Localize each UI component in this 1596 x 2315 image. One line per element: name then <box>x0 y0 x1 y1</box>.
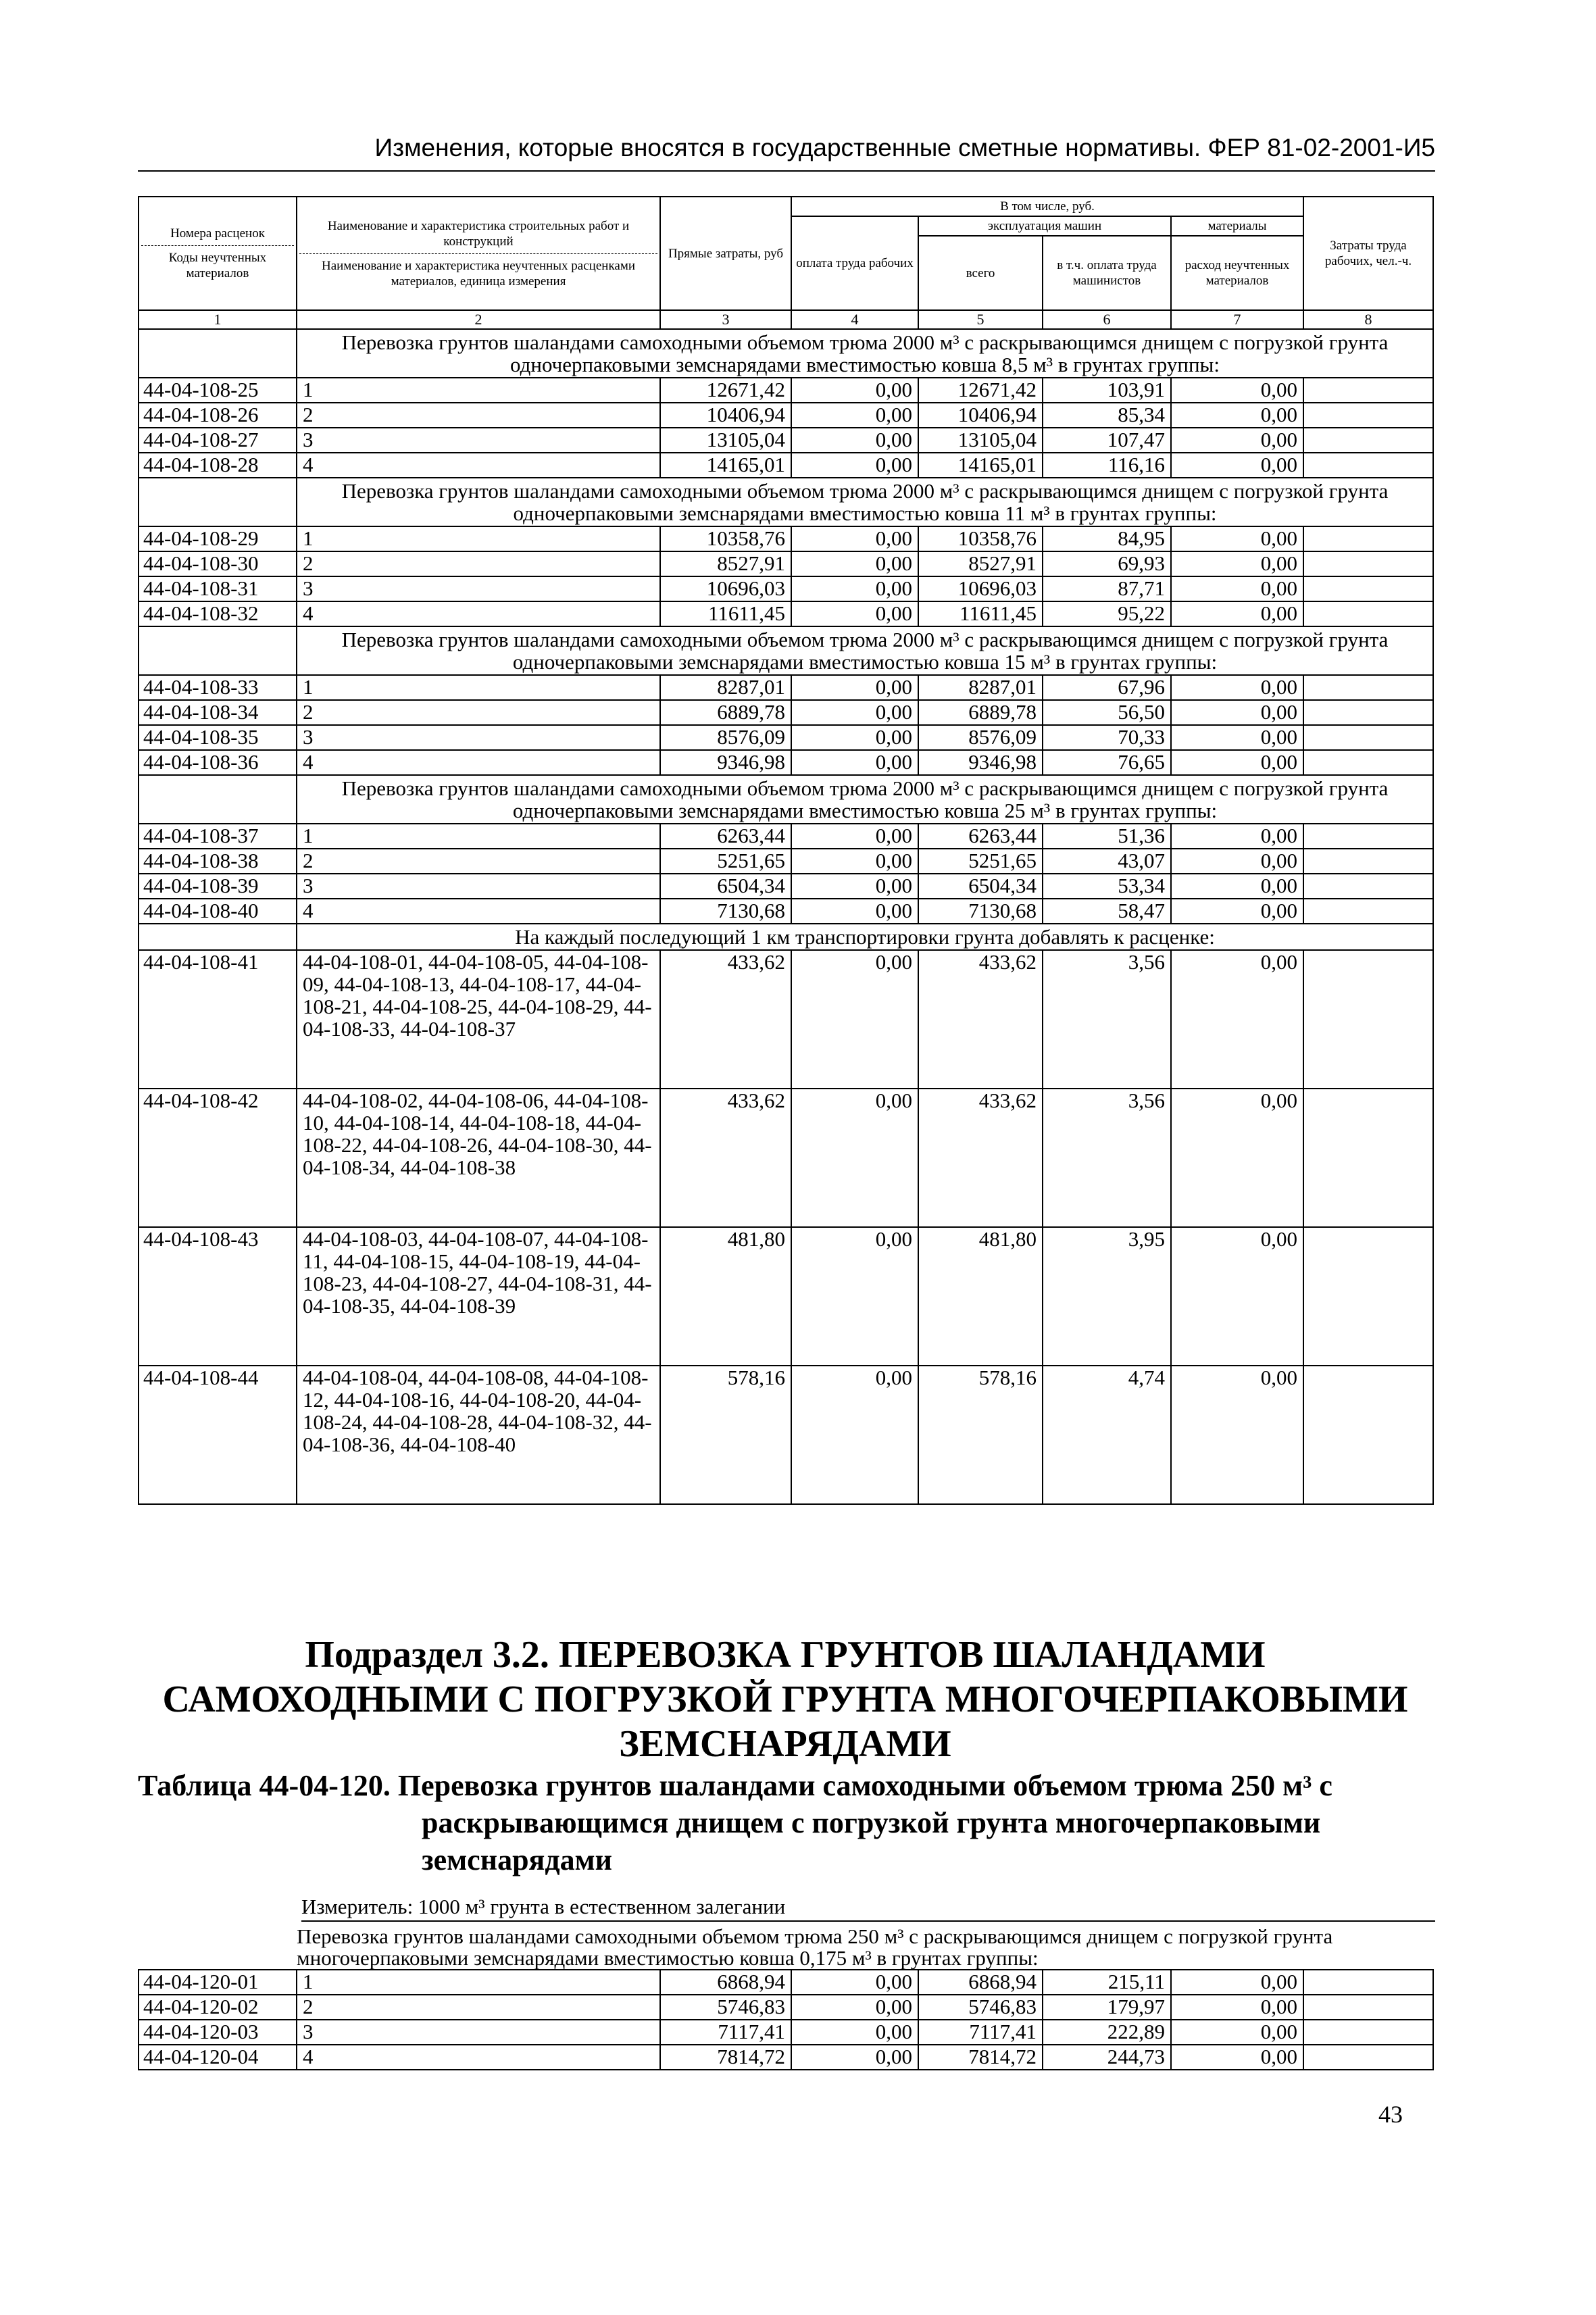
rate-name: 4 <box>297 750 660 775</box>
labor-pay: 0,00 <box>791 725 918 750</box>
machinists-pay: 4,74 <box>1043 1366 1171 1504</box>
table-row <box>139 1970 1433 1995</box>
table-row <box>139 675 1433 700</box>
measure-rule <box>301 1920 1435 1922</box>
machinists-pay: 70,33 <box>1043 725 1171 750</box>
machines-header: эксплуатация машин <box>918 216 1171 236</box>
table-row <box>139 453 1433 478</box>
machinists-pay: 3,56 <box>1043 950 1171 1089</box>
labor-costs <box>1303 849 1433 874</box>
labor-costs <box>1303 1970 1433 1995</box>
direct-costs: 433,62 <box>660 1089 791 1227</box>
rates-table-2 <box>138 1924 1434 2070</box>
machinists-pay: 56,50 <box>1043 700 1171 725</box>
rate-name: 1 <box>297 675 660 700</box>
direct-costs: 7814,72 <box>660 2045 791 2070</box>
direct-costs: 6889,78 <box>660 700 791 725</box>
labor-costs <box>1303 1227 1433 1366</box>
rate-name: 2 <box>297 403 660 428</box>
group-title: Перевозка грунтов шаландами самоходными объемом трюма 2000 м³ с раскрывающимся днищем с погрузкой грунта одночерпаковыми земснарядами вместимостью ковша 8,5 м³ в грунтах группы: <box>297 329 1433 378</box>
machines-total: 578,16 <box>918 1366 1043 1504</box>
materials-value: 0,00 <box>1171 1089 1303 1227</box>
direct-costs: 10358,76 <box>660 526 791 551</box>
column-number: 5 <box>918 310 1043 329</box>
col-labor-pay-header: оплата труда рабочих <box>791 216 918 310</box>
section-title: Подраздел 3.2. ПЕРЕВОЗКА ГРУНТОВ ШАЛАНДАМИ САМОХОДНЫМИ С ПОГРУЗКОЙ ГРУНТА МНОГОЧЕРПАКОВЫМИ ЗЕМСНАРЯДАМИ <box>162 1634 1408 1765</box>
table-row <box>139 700 1433 725</box>
labor-pay: 0,00 <box>791 950 918 1089</box>
machinists-pay: 3,95 <box>1043 1227 1171 1366</box>
group-title: На каждый последующий 1 км транспортировки грунта добавлять к расценке: <box>297 924 1433 950</box>
rate-name: 4 <box>297 453 660 478</box>
labor-pay: 0,00 <box>791 700 918 725</box>
rate-name: 3 <box>297 576 660 601</box>
rate-code: 44-04-108-29 <box>139 526 297 551</box>
materials-value: 0,00 <box>1171 551 1303 576</box>
direct-costs: 13105,04 <box>660 428 791 453</box>
direct-costs: 6263,44 <box>660 824 791 849</box>
col-labor-costs-header: Затраты труда рабочих, чел.-ч. <box>1303 197 1433 310</box>
materials-value: 0,00 <box>1171 1227 1303 1366</box>
machinists-pay: 67,96 <box>1043 675 1171 700</box>
rate-name: 2 <box>297 551 660 576</box>
labor-pay: 0,00 <box>791 1227 918 1366</box>
machines-total: 13105,04 <box>918 428 1043 453</box>
group-title-row <box>139 924 1433 950</box>
table-row <box>139 551 1433 576</box>
rate-code: 44-04-108-26 <box>139 403 297 428</box>
direct-costs: 6868,94 <box>660 1970 791 1995</box>
machines-total: 8527,91 <box>918 551 1043 576</box>
table-row <box>139 950 1433 1089</box>
direct-costs: 7117,41 <box>660 2020 791 2045</box>
col1-bottom-label: Коды неучтенных материалов <box>168 251 267 280</box>
labor-costs <box>1303 428 1433 453</box>
group-title-spacer <box>139 626 297 675</box>
rate-code: 44-04-108-25 <box>139 378 297 403</box>
labor-pay: 0,00 <box>791 1366 918 1504</box>
materials-value: 0,00 <box>1171 526 1303 551</box>
col-rate-number-header <box>139 197 297 310</box>
col-machinists-pay-header: в т.ч. оплата труда машинистов <box>1043 236 1171 310</box>
table-caption-line: Таблица 44-04-120. Перевозка грунтов шаландами самоходными объемом трюма 250 м³ с <box>138 1769 1332 1802</box>
labor-pay: 0,00 <box>791 750 918 775</box>
machinists-pay: 179,97 <box>1043 1995 1171 2020</box>
rate-name: 44-04-108-03, 44-04-108-07, 44-04-108-11, 44-04-108-15, 44-04-108-19, 44-04-108-23, 44-04-108-27, 44-04-108-31, 44-04-108-35, 44-04-108-39 <box>297 1227 660 1366</box>
group-title-row <box>139 775 1433 824</box>
machines-total: 10696,03 <box>918 576 1043 601</box>
table-row <box>139 601 1433 626</box>
rate-code: 44-04-108-31 <box>139 576 297 601</box>
labor-pay: 0,00 <box>791 1970 918 1995</box>
group-title: Перевозка грунтов шаландами самоходными объемом трюма 2000 м³ с раскрывающимся днищем с погрузкой грунта одночерпаковыми земснарядами вместимостью ковша 11 м³ в грунтах группы: <box>297 478 1433 526</box>
machines-total: 6263,44 <box>918 824 1043 849</box>
rate-code: 44-04-120-01 <box>139 1970 297 1995</box>
col-machines-total-header: всего <box>918 236 1043 310</box>
machinists-pay: 244,73 <box>1043 2045 1171 2070</box>
table-row <box>139 874 1433 899</box>
machines-total: 12671,42 <box>918 378 1043 403</box>
machinists-pay: 76,65 <box>1043 750 1171 775</box>
labor-pay: 0,00 <box>791 849 918 874</box>
labor-costs <box>1303 700 1433 725</box>
table-caption-line: раскрывающимся днищем с погрузкой грунта многочерпаковыми <box>422 1806 1321 1839</box>
rate-name: 3 <box>297 2020 660 2045</box>
machines-total: 11611,45 <box>918 601 1043 626</box>
rate-code: 44-04-108-36 <box>139 750 297 775</box>
materials-value: 0,00 <box>1171 453 1303 478</box>
rate-name: 4 <box>297 2045 660 2070</box>
direct-costs: 578,16 <box>660 1366 791 1504</box>
direct-costs: 8287,01 <box>660 675 791 700</box>
column-number: 7 <box>1171 310 1303 329</box>
direct-costs: 8527,91 <box>660 551 791 576</box>
group-title-spacer <box>139 329 297 378</box>
labor-costs <box>1303 750 1433 775</box>
machines-total: 433,62 <box>918 950 1043 1089</box>
direct-costs: 5251,65 <box>660 849 791 874</box>
column-number: 6 <box>1043 310 1171 329</box>
rate-name: 2 <box>297 849 660 874</box>
rate-code: 44-04-120-04 <box>139 2045 297 2070</box>
machines-total: 5251,65 <box>918 849 1043 874</box>
machinists-pay: 69,93 <box>1043 551 1171 576</box>
group-title-row <box>139 329 1433 378</box>
materials-value: 0,00 <box>1171 700 1303 725</box>
machines-total: 8576,09 <box>918 725 1043 750</box>
direct-costs: 10406,94 <box>660 403 791 428</box>
rate-name: 4 <box>297 899 660 924</box>
labor-costs <box>1303 2045 1433 2070</box>
labor-pay: 0,00 <box>791 453 918 478</box>
group-title: Перевозка грунтов шаландами самоходными объемом трюма 250 м³ с раскрывающимся днищем с погрузкой грунта многочерпаковыми земснарядами вместимостью ковша 0,175 м³ в грунтах группы: <box>297 1924 1333 1970</box>
labor-costs <box>1303 899 1433 924</box>
labor-costs <box>1303 2020 1433 2045</box>
machinists-pay: 222,89 <box>1043 2020 1171 2045</box>
direct-costs: 14165,01 <box>660 453 791 478</box>
rate-name: 44-04-108-04, 44-04-108-08, 44-04-108-12, 44-04-108-16, 44-04-108-20, 44-04-108-24, 44-04-108-28, 44-04-108-32, 44-04-108-36, 44-04-108-40 <box>297 1366 660 1504</box>
table-row <box>139 428 1433 453</box>
table-row <box>139 1366 1433 1504</box>
group-title: Перевозка грунтов шаландами самоходными объемом трюма 2000 м³ с раскрывающимся днищем с погрузкой грунта одночерпаковыми земснарядами вместимостью ковша 25 м³ в грунтах группы: <box>297 775 1433 824</box>
materials-value: 0,00 <box>1171 725 1303 750</box>
machines-total: 433,62 <box>918 1089 1043 1227</box>
materials-value: 0,00 <box>1171 675 1303 700</box>
machines-total: 7130,68 <box>918 899 1043 924</box>
materials-value: 0,00 <box>1171 874 1303 899</box>
col2-bottom-label: Наименование и характеристика неучтенных расценками материалов, единица измерения <box>321 258 636 289</box>
rate-code: 44-04-108-30 <box>139 551 297 576</box>
labor-costs <box>1303 526 1433 551</box>
machinists-pay: 43,07 <box>1043 849 1171 874</box>
labor-pay: 0,00 <box>791 675 918 700</box>
rate-code: 44-04-108-41 <box>139 950 297 1089</box>
rate-code: 44-04-108-37 <box>139 824 297 849</box>
labor-pay: 0,00 <box>791 824 918 849</box>
machinists-pay: 84,95 <box>1043 526 1171 551</box>
table-row <box>139 1227 1433 1366</box>
rate-name: 1 <box>297 1970 660 1995</box>
group-title-spacer <box>139 478 297 526</box>
rate-code: 44-04-108-39 <box>139 874 297 899</box>
rate-name: 2 <box>297 1995 660 2020</box>
materials-value: 0,00 <box>1171 950 1303 1089</box>
labor-costs <box>1303 950 1433 1089</box>
rate-code: 44-04-108-35 <box>139 725 297 750</box>
materials-value: 0,00 <box>1171 750 1303 775</box>
table-row <box>139 378 1433 403</box>
machinists-pay: 85,34 <box>1043 403 1171 428</box>
column-number: 3 <box>660 310 791 329</box>
group-title: Перевозка грунтов шаландами самоходными объемом трюма 2000 м³ с раскрывающимся днищем с погрузкой грунта одночерпаковыми земснарядами вместимостью ковша 15 м³ в грунтах группы: <box>297 626 1433 675</box>
rate-name: 1 <box>297 824 660 849</box>
machines-total: 14165,01 <box>918 453 1043 478</box>
labor-pay: 0,00 <box>791 576 918 601</box>
header-row <box>139 197 1433 216</box>
table-row <box>139 403 1433 428</box>
column-number: 4 <box>791 310 918 329</box>
column-number: 2 <box>297 310 660 329</box>
labor-costs <box>1303 725 1433 750</box>
rate-code: 44-04-108-34 <box>139 700 297 725</box>
labor-costs <box>1303 824 1433 849</box>
direct-costs: 433,62 <box>660 950 791 1089</box>
rate-name: 3 <box>297 874 660 899</box>
labor-pay: 0,00 <box>791 378 918 403</box>
labor-costs <box>1303 601 1433 626</box>
rate-name: 3 <box>297 725 660 750</box>
labor-costs <box>1303 551 1433 576</box>
table-row <box>139 526 1433 551</box>
machinists-pay: 95,22 <box>1043 601 1171 626</box>
machinists-pay: 103,91 <box>1043 378 1171 403</box>
materials-value: 0,00 <box>1171 403 1303 428</box>
rate-code: 44-04-108-40 <box>139 899 297 924</box>
col-unaccounted-materials-header: расход неучтенных материалов <box>1171 236 1303 310</box>
table-row <box>139 750 1433 775</box>
table-row <box>139 849 1433 874</box>
machines-total: 5746,83 <box>918 1995 1043 2020</box>
table-row <box>139 1089 1433 1227</box>
direct-costs: 481,80 <box>660 1227 791 1366</box>
table-row <box>139 725 1433 750</box>
materials-value: 0,00 <box>1171 601 1303 626</box>
labor-pay: 0,00 <box>791 2045 918 2070</box>
machines-total: 10406,94 <box>918 403 1043 428</box>
group-title-row <box>139 478 1433 526</box>
machines-total: 8287,01 <box>918 675 1043 700</box>
rate-name: 2 <box>297 700 660 725</box>
rate-name: 4 <box>297 601 660 626</box>
materials-value: 0,00 <box>1171 899 1303 924</box>
col-direct-costs-header: Прямые затраты, руб <box>660 197 791 310</box>
machinists-pay: 58,47 <box>1043 899 1171 924</box>
labor-costs <box>1303 675 1433 700</box>
labor-pay: 0,00 <box>791 601 918 626</box>
col-name-header <box>297 197 660 310</box>
col2-top-label: Наименование и характеристика строительных работ и конструкций <box>327 218 630 249</box>
labor-pay: 0,00 <box>791 551 918 576</box>
rate-name: 1 <box>297 378 660 403</box>
labor-costs <box>1303 378 1433 403</box>
rate-code: 44-04-108-42 <box>139 1089 297 1227</box>
rate-code: 44-04-108-33 <box>139 675 297 700</box>
rate-code: 44-04-108-38 <box>139 849 297 874</box>
group-title-row <box>139 626 1433 675</box>
machines-total: 481,80 <box>918 1227 1043 1366</box>
rate-code: 44-04-120-02 <box>139 1995 297 2020</box>
machines-total: 9346,98 <box>918 750 1043 775</box>
table-row <box>139 2045 1433 2070</box>
machines-total: 6504,34 <box>918 874 1043 899</box>
direct-costs: 6504,34 <box>660 874 791 899</box>
labor-pay: 0,00 <box>791 899 918 924</box>
direct-costs: 8576,09 <box>660 725 791 750</box>
labor-pay: 0,00 <box>791 874 918 899</box>
materials-value: 0,00 <box>1171 428 1303 453</box>
labor-pay: 0,00 <box>791 428 918 453</box>
page-number: 43 <box>1378 2101 1403 2128</box>
materials-value: 0,00 <box>1171 2020 1303 2045</box>
direct-costs: 7130,68 <box>660 899 791 924</box>
measure-unit: Измеритель: 1000 м³ грунта в естественном залегании <box>301 1895 786 1918</box>
direct-costs: 9346,98 <box>660 750 791 775</box>
labor-costs <box>1303 403 1433 428</box>
labor-costs <box>1303 576 1433 601</box>
table-caption-line: земснарядами <box>422 1843 612 1876</box>
machines-total: 10358,76 <box>918 526 1043 551</box>
materials-value: 0,00 <box>1171 1970 1303 1995</box>
table-row <box>139 2020 1433 2045</box>
machinists-pay: 3,56 <box>1043 1089 1171 1227</box>
table-row <box>139 576 1433 601</box>
rate-code: 44-04-108-44 <box>139 1366 297 1504</box>
materials-value: 0,00 <box>1171 824 1303 849</box>
rates-table <box>138 196 1434 1505</box>
materials-value: 0,00 <box>1171 2045 1303 2070</box>
labor-pay: 0,00 <box>791 1089 918 1227</box>
table-row <box>139 899 1433 924</box>
machines-total: 6868,94 <box>918 1970 1043 1995</box>
machinists-pay: 215,11 <box>1043 1970 1171 1995</box>
direct-costs: 11611,45 <box>660 601 791 626</box>
column-number: 1 <box>139 310 297 329</box>
labor-pay: 0,00 <box>791 1995 918 2020</box>
rate-code: 44-04-108-32 <box>139 601 297 626</box>
rate-code: 44-04-108-28 <box>139 453 297 478</box>
labor-costs <box>1303 453 1433 478</box>
materials-value: 0,00 <box>1171 1995 1303 2020</box>
table-row <box>139 824 1433 849</box>
direct-costs: 10696,03 <box>660 576 791 601</box>
in-total-header: В том числе, руб. <box>791 197 1303 216</box>
column-number-row <box>139 310 1433 329</box>
labor-costs <box>1303 1995 1433 2020</box>
machinists-pay: 51,36 <box>1043 824 1171 849</box>
labor-costs <box>1303 1089 1433 1227</box>
rate-name: 44-04-108-01, 44-04-108-05, 44-04-108-09, 44-04-108-13, 44-04-108-17, 44-04-108-21, 44-04-108-25, 44-04-108-29, 44-04-108-33, 44-04-108-37 <box>297 950 660 1089</box>
group-title-spacer <box>139 775 297 824</box>
direct-costs: 5746,83 <box>660 1995 791 2020</box>
labor-pay: 0,00 <box>791 403 918 428</box>
labor-pay: 0,00 <box>791 2020 918 2045</box>
table-caption <box>138 1767 1432 1878</box>
materials-value: 0,00 <box>1171 576 1303 601</box>
table-row <box>139 1995 1433 2020</box>
rate-code: 44-04-120-03 <box>139 2020 297 2045</box>
machinists-pay: 53,34 <box>1043 874 1171 899</box>
col1-top-label: Номера расценок <box>170 226 265 241</box>
materials-value: 0,00 <box>1171 378 1303 403</box>
page-header: Изменения, которые вносятся в государственные сметные нормативы. ФЕР 81-02-2001-И5 <box>374 134 1435 161</box>
rate-name: 44-04-108-02, 44-04-108-06, 44-04-108-10, 44-04-108-14, 44-04-108-18, 44-04-108-22, 44-04-108-26, 44-04-108-30, 44-04-108-34, 44-04-108-38 <box>297 1089 660 1227</box>
group-title-row <box>139 1924 1433 1970</box>
machinists-pay: 107,47 <box>1043 428 1171 453</box>
rate-code: 44-04-108-43 <box>139 1227 297 1366</box>
labor-pay: 0,00 <box>791 526 918 551</box>
rate-name: 3 <box>297 428 660 453</box>
materials-header: материалы <box>1171 216 1303 236</box>
header-rule <box>138 170 1435 172</box>
direct-costs: 12671,42 <box>660 378 791 403</box>
materials-value: 0,00 <box>1171 849 1303 874</box>
labor-costs <box>1303 1366 1433 1504</box>
machinists-pay: 116,16 <box>1043 453 1171 478</box>
machinists-pay: 87,71 <box>1043 576 1171 601</box>
labor-costs <box>1303 874 1433 899</box>
column-number: 8 <box>1303 310 1433 329</box>
group-title-spacer <box>139 924 297 950</box>
materials-value: 0,00 <box>1171 1366 1303 1504</box>
machines-total: 7814,72 <box>918 2045 1043 2070</box>
machines-total: 7117,41 <box>918 2020 1043 2045</box>
rate-code: 44-04-108-27 <box>139 428 297 453</box>
rate-name: 1 <box>297 526 660 551</box>
machines-total: 6889,78 <box>918 700 1043 725</box>
